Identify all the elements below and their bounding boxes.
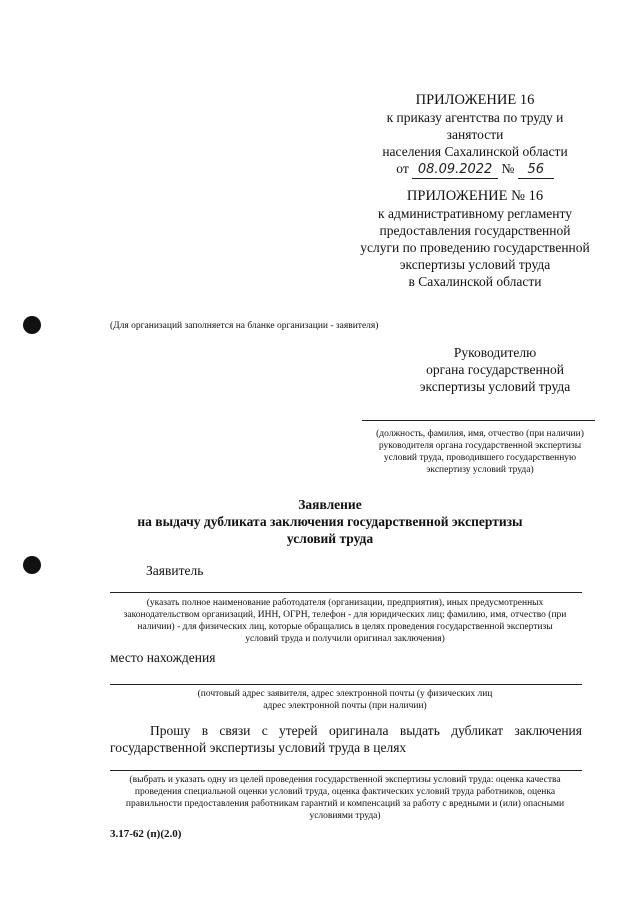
addressee-caption-2: руководителя органа государственной экспертизы <box>378 441 582 451</box>
request-fill-line[interactable] <box>110 770 582 771</box>
location-caption-1: (почтовый адрес заявителя, адрес электронной почты (у физических лиц <box>197 689 493 699</box>
number-prefix: № <box>501 161 515 176</box>
request-line-2: государственной экспертизы условий труда в целях <box>110 740 407 755</box>
appendix-2-line-2: предоставления государственной <box>379 223 571 238</box>
number-value: 56 <box>518 161 554 179</box>
punch-hole-bottom <box>23 556 41 574</box>
request-caption-3: правильности предоставления работникам гарантий и компенсаций за работу с вредными и (или) опасными <box>125 799 565 809</box>
date-prefix: от <box>396 161 409 176</box>
appendix-1-date-line <box>345 160 605 179</box>
appendix-2-block <box>345 188 605 290</box>
location-caption-2: адрес электронной почты (при наличии) <box>263 701 427 711</box>
applicant-caption-2: законодательством организаций, ИНН, ОГРН, телефон - для юридических лиц; фамилию, имя, отчество (при <box>123 610 567 620</box>
addressee-line-3: экспертизы условий труда <box>419 379 571 394</box>
appendix-1-title: ПРИЛОЖЕНИЕ 16 <box>415 92 535 108</box>
addressee-caption-4: экспертизу условий труда) <box>426 465 534 475</box>
request-caption-4: условиями труда) <box>309 811 381 821</box>
statement-subtitle-2: условий труда <box>286 531 374 546</box>
location-fill-line[interactable] <box>110 684 582 685</box>
statement-title: Заявление <box>298 497 362 512</box>
appendix-1-block <box>345 92 605 179</box>
appendix-2-line-5: в Сахалинской области <box>408 274 542 289</box>
applicant-caption-4: условий труда и получили оригинал заключения) <box>245 634 445 644</box>
applicant-label: Заявитель <box>146 563 204 578</box>
addressee-block <box>380 344 610 395</box>
addressee-caption <box>355 428 605 476</box>
form-code: 3.17-62 (п)(2.0) <box>110 828 182 840</box>
request-text <box>110 722 582 756</box>
org-note: (Для организаций заполняется на бланке организации - заявителя) <box>110 321 379 331</box>
location-caption <box>105 688 585 712</box>
addressee-fill-line[interactable] <box>362 420 595 421</box>
addressee-line-1: Руководителю <box>453 345 537 360</box>
applicant-caption-1: (указать полное наименование работодателя (организации, предприятия), иных предусмотренных <box>146 598 544 608</box>
addressee-caption-3: условий труда, проводившего государственную <box>383 453 577 463</box>
location-label: место нахождения <box>110 650 216 665</box>
punch-hole-top <box>23 316 41 334</box>
addressee-caption-1: (должность, фамилия, имя, отчество (при наличии) <box>376 429 584 439</box>
statement-heading <box>90 496 570 547</box>
appendix-2-title: ПРИЛОЖЕНИЕ № 16 <box>406 188 544 204</box>
appendix-2-line-3: услуги по проведению государственной <box>360 240 590 255</box>
request-line-1: Прошу в связи с утерей оригинала выдать дубликат заключения <box>150 723 582 738</box>
applicant-fill-line[interactable] <box>110 592 582 593</box>
appendix-1-line-2: занятости <box>446 127 504 142</box>
request-caption-1: (выбрать и указать одну из целей проведения государственной экспертизы условий труда: оценка качества <box>129 775 561 785</box>
request-caption-2: проведения специальной оценки условий труда, оценка фактических условий труда работников, оценка <box>134 787 556 797</box>
request-caption <box>105 774 585 822</box>
addressee-line-2: органа государственной <box>426 362 564 377</box>
statement-subtitle-1: на выдачу дубликата заключения государственной экспертизы <box>137 514 523 529</box>
appendix-2-line-1: к административному регламенту <box>378 206 572 221</box>
applicant-caption-3: наличии) - для физических лиц, которые обращались в целях проведения государственной экспертизы <box>137 622 553 632</box>
appendix-2-line-4: экспертизы условий труда <box>399 257 551 272</box>
date-value: 08.09.2022 <box>412 161 498 179</box>
appendix-1-line-1: к приказу агентства по труду и <box>386 110 564 125</box>
appendix-1-line-3: населения Сахалинской области <box>382 144 568 159</box>
applicant-caption <box>105 597 585 645</box>
